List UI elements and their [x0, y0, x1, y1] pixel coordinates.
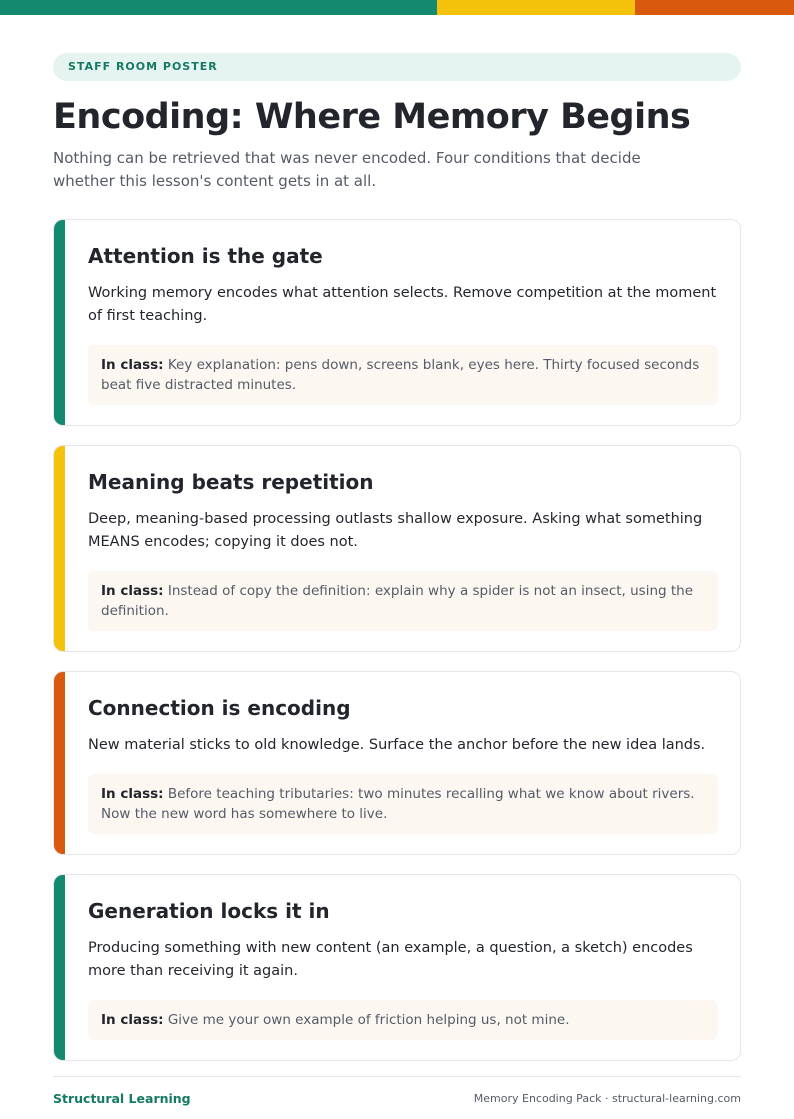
card-generation — [53, 874, 741, 1061]
footer-brand: Structural Learning — [53, 1091, 191, 1106]
card-body: Deep, meaning-based processing outlasts shallow exposure. Asking what something MEANS encodes; copying it does not. — [88, 511, 703, 550]
in-class-label: In class: — [101, 583, 164, 599]
card-body: Producing something with new content (an example, a question, a sketch) encodes more than receiving it again. — [88, 940, 693, 979]
card-attention — [53, 219, 741, 426]
in-class-text: Key explanation: pens down, screens blank, eyes here. Thirty focused seconds beat five distracted minutes. — [101, 357, 700, 393]
in-class-box — [88, 774, 718, 834]
in-class-label: In class: — [101, 1012, 164, 1028]
in-class-text: Instead of copy the definition: explain why a spider is not an insect, using the definition. — [101, 583, 694, 619]
card-body: Working memory encodes what attention selects. Remove competition at the moment of first teaching. — [88, 285, 717, 324]
in-class-text: Give me your own example of friction helping us, not mine. — [167, 1012, 570, 1028]
in-class-box — [88, 571, 718, 631]
card-accent — [54, 875, 65, 1060]
in-class-text: Before teaching tributaries: two minutes recalling what we know about rivers. Now the new word has somewhere to live. — [101, 786, 695, 822]
card-accent — [54, 220, 65, 425]
in-class-box — [88, 1000, 718, 1040]
page-subtitle: Nothing can be retrieved that was never encoded. Four conditions that decide whether this lesson's content gets in at all. — [53, 149, 641, 190]
in-class-label: In class: — [101, 786, 164, 802]
card-title: Meaning beats repetition — [88, 470, 374, 494]
in-class-box — [88, 345, 718, 405]
top-bar-yellow — [437, 0, 635, 15]
card-title: Generation locks it in — [88, 899, 330, 923]
page-title: Encoding: Where Memory Begins — [53, 97, 691, 137]
card-accent — [54, 446, 65, 651]
card-meaning — [53, 445, 741, 652]
card-accent — [54, 672, 65, 854]
in-class-label: In class: — [101, 357, 164, 373]
top-bar-green — [0, 0, 437, 15]
card-title: Connection is encoding — [88, 696, 351, 720]
card-body: New material sticks to old knowledge. Surface the anchor before the new idea lands. — [88, 737, 706, 753]
top-color-bar — [0, 0, 794, 15]
poster-tag: STAFF ROOM POSTER — [53, 53, 741, 81]
card-title: Attention is the gate — [88, 244, 323, 268]
top-bar-orange — [635, 0, 794, 15]
footer-source: Memory Encoding Pack · structural-learning.com — [473, 1092, 741, 1105]
footer-divider — [53, 1076, 741, 1077]
card-connection — [53, 671, 741, 855]
